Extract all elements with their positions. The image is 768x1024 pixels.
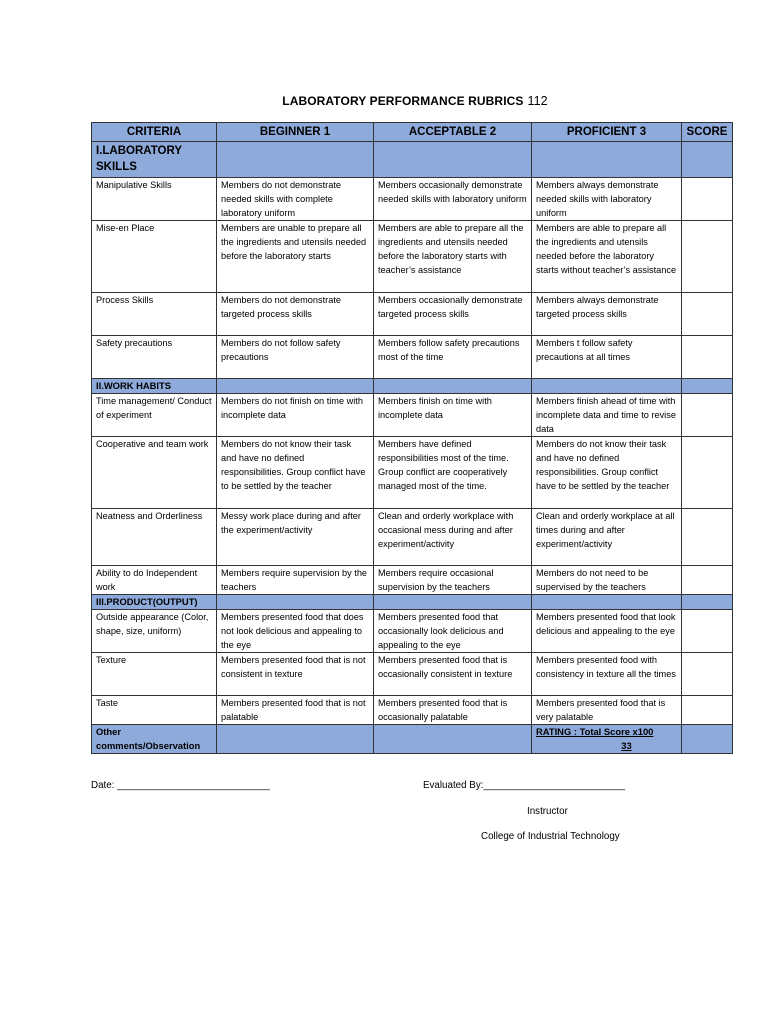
- document-title: [0, 94, 768, 108]
- criteria-cell: Manipulative Skills: [92, 178, 217, 221]
- table-row: [92, 566, 733, 595]
- score-cell[interactable]: [682, 437, 733, 509]
- rating-line2: 33: [621, 740, 632, 751]
- proficient-cell: Members presented food with consistency in texture all the times: [532, 653, 682, 696]
- acceptable-cell: Members require occasional supervision by the teachers: [374, 566, 532, 595]
- beginner-cell: Members presented food that is not consistent in texture: [217, 653, 374, 696]
- proficient-cell: Members finish ahead of time with incomplete data and time to revise data: [532, 394, 682, 437]
- beginner-cell: Members require supervision by the teachers: [217, 566, 374, 595]
- beginner-cell: Members are unable to prepare all the ingredients and utensils needed before the laboratory starts: [217, 221, 374, 293]
- section-label: I.LABORATORY SKILLS: [92, 142, 217, 178]
- table-row: [92, 293, 733, 336]
- date-field: Date: ____________________________: [91, 780, 270, 791]
- section-label: III.PRODUCT(OUTPUT): [92, 595, 217, 610]
- evaluated-by-field: Evaluated By:__________________________: [423, 780, 626, 791]
- rating-line1: RATING : Total Score x100: [536, 726, 654, 737]
- score-cell[interactable]: [682, 178, 733, 221]
- section-row-product-output: [92, 595, 733, 610]
- table-row: [92, 437, 733, 509]
- rubric-table: [91, 122, 733, 754]
- acceptable-cell: Members follow safety precautions most of the time: [374, 336, 532, 379]
- acceptable-cell: Members presented food that is occasionally consistent in texture: [374, 653, 532, 696]
- beginner-cell: Members do not know their task and have no defined responsibilities. Group conflict have to be settled by the teacher: [217, 437, 374, 509]
- section-row-laboratory-skills: [92, 142, 733, 178]
- proficient-cell: Members presented food that look delicious and appealing to the eye: [532, 610, 682, 653]
- title-number: 112: [527, 94, 548, 108]
- acceptable-cell: Members presented food that is occasionally palatable: [374, 696, 532, 725]
- beginner-cell: Members do not finish on time with incomplete data: [217, 394, 374, 437]
- proficient-cell: Members are able to prepare all the ingredients and utensils needed before the laboratory starts without teacher’s assistance: [532, 221, 682, 293]
- table-row: [92, 696, 733, 725]
- title-text: LABORATORY PERFORMANCE RUBRICS: [282, 94, 524, 108]
- score-cell[interactable]: [682, 696, 733, 725]
- acceptable-cell: Clean and orderly workplace with occasional mess during and after experiment/activity: [374, 509, 532, 566]
- proficient-cell: Members do not know their task and have no defined responsibilities. Group conflict have to be settled by the teacher: [532, 437, 682, 509]
- criteria-cell: Outside appearance (Color, shape, size, uniform): [92, 610, 217, 653]
- beginner-cell: Members presented food that does not look delicious and appealing to the eye: [217, 610, 374, 653]
- acceptable-cell: Members finish on time with incomplete data: [374, 394, 532, 437]
- proficient-cell: Members always demonstrate needed skills with laboratory uniform: [532, 178, 682, 221]
- college-label: College of Industrial Technology: [481, 831, 620, 842]
- proficient-cell: Members do not need to be supervised by the teachers: [532, 566, 682, 595]
- header-beginner: BEGINNER 1: [217, 123, 374, 142]
- criteria-cell: Texture: [92, 653, 217, 696]
- table-row: [92, 610, 733, 653]
- score-cell[interactable]: [682, 221, 733, 293]
- beginner-cell: Members do not follow safety precautions: [217, 336, 374, 379]
- score-cell[interactable]: [682, 509, 733, 566]
- beginner-cell: Members presented food that is not palatable: [217, 696, 374, 725]
- proficient-cell: Members always demonstrate targeted process skills: [532, 293, 682, 336]
- other-comments-row: [92, 725, 733, 754]
- acceptable-cell: Members occasionally demonstrate needed skills with laboratory uniform: [374, 178, 532, 221]
- acceptable-cell: Members are able to prepare all the ingredients and utensils needed before the laboratory starts with teacher’s assistance: [374, 221, 532, 293]
- table-row: [92, 178, 733, 221]
- criteria-cell: Time management/ Conduct of experiment: [92, 394, 217, 437]
- section-row-work-habits: [92, 379, 733, 394]
- section-label: II.WORK HABITS: [92, 379, 217, 394]
- criteria-cell: Ability to do Independent work: [92, 566, 217, 595]
- header-score: SCORE: [682, 123, 733, 142]
- score-cell[interactable]: [682, 293, 733, 336]
- acceptable-cell: Members have defined responsibilities most of the time. Group conflict are cooperatively managed most of the time.: [374, 437, 532, 509]
- rating-score-cell[interactable]: [682, 725, 733, 754]
- header-acceptable: ACCEPTABLE 2: [374, 123, 532, 142]
- header-criteria: CRITERIA: [92, 123, 217, 142]
- header-row: [92, 123, 733, 142]
- acceptable-cell: Members occasionally demonstrate targeted process skills: [374, 293, 532, 336]
- rating-formula: [532, 725, 682, 754]
- proficient-cell: Members presented food that is very palatable: [532, 696, 682, 725]
- proficient-cell: Clean and orderly workplace at all times during and after experiment/activity: [532, 509, 682, 566]
- criteria-cell: Cooperative and team work: [92, 437, 217, 509]
- header-proficient: PROFICIENT 3: [532, 123, 682, 142]
- criteria-cell: Process Skills: [92, 293, 217, 336]
- beginner-cell: Members do not demonstrate targeted process skills: [217, 293, 374, 336]
- criteria-cell: Mise-en Place: [92, 221, 217, 293]
- criteria-cell: Neatness and Orderliness: [92, 509, 217, 566]
- instructor-label: Instructor: [527, 806, 568, 817]
- score-cell[interactable]: [682, 610, 733, 653]
- table-row: [92, 653, 733, 696]
- beginner-cell: Messy work place during and after the experiment/activity: [217, 509, 374, 566]
- score-cell[interactable]: [682, 566, 733, 595]
- criteria-cell: Taste: [92, 696, 217, 725]
- score-cell[interactable]: [682, 653, 733, 696]
- score-cell[interactable]: [682, 336, 733, 379]
- proficient-cell: Members t follow safety precautions at all times: [532, 336, 682, 379]
- beginner-cell: Members do not demonstrate needed skills with complete laboratory uniform: [217, 178, 374, 221]
- table-row: [92, 221, 733, 293]
- table-row: [92, 336, 733, 379]
- other-comments-label: Other comments/Observation: [92, 725, 217, 754]
- acceptable-cell: Members presented food that occasionally look delicious and appealing to the eye: [374, 610, 532, 653]
- score-cell[interactable]: [682, 394, 733, 437]
- criteria-cell: Safety precautions: [92, 336, 217, 379]
- table-row: [92, 394, 733, 437]
- table-row: [92, 509, 733, 566]
